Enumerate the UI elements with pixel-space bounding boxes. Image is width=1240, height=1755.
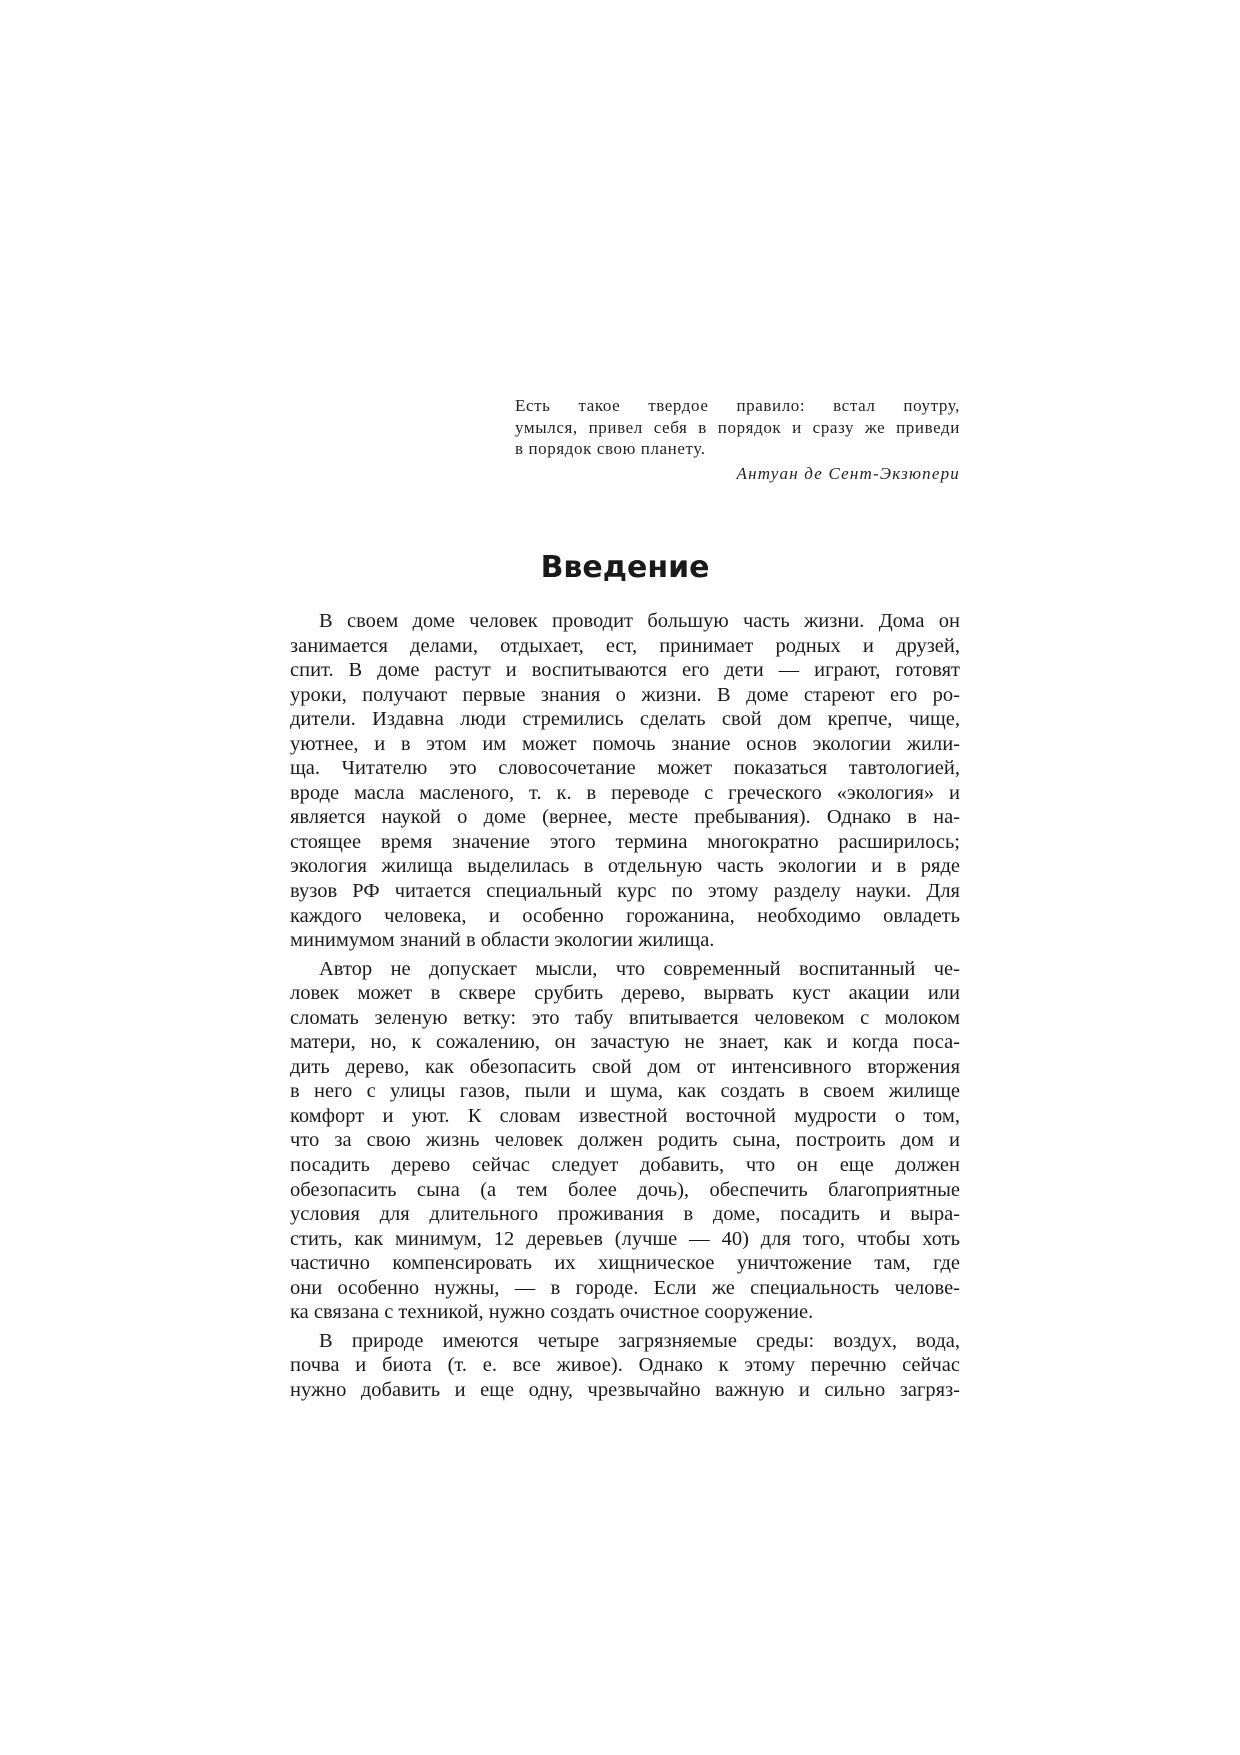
chapter-title: Введение: [540, 550, 710, 585]
paragraph: [290, 1329, 960, 1403]
paragraph-line: условия для длительного проживания в доме, посадить и выра-: [290, 1203, 960, 1226]
paragraph-line: спит. В доме растут и воспитываются его дети — играют, готовят: [290, 659, 960, 682]
epigraph-line: в порядок свою планету.: [515, 439, 706, 458]
paragraph-line: обезопасить сына (а тем более дочь), обеспечить благоприятные: [290, 1178, 960, 1201]
paragraph-line: нужно добавить и еще одну, чрезвычайно важную и сильно загряз-: [290, 1378, 960, 1401]
paragraph: [290, 957, 960, 1325]
paragraph-line: сломать зеленую ветку: это табу впитывается человеком с молоком: [290, 1006, 960, 1029]
paragraph-line: посадить дерево сейчас следует добавить, что он еще должен: [290, 1154, 960, 1177]
paragraph-line: стить, как минимум, 12 деревьев (лучше — 40) для того, чтобы хоть: [290, 1227, 960, 1250]
paragraph-line: в него с улицы газов, пыли и шума, как создать в своем жилище: [290, 1080, 960, 1103]
paragraph-line: частично компенсировать их хищническое уничтожение там, где: [290, 1252, 960, 1275]
paragraph: [290, 609, 960, 953]
paragraph-line: комфорт и уют. К словам известной восточной мудрости о том,: [290, 1104, 960, 1127]
paragraph-line: ка связана с техникой, нужно создать очистное сооружение.: [290, 1301, 814, 1324]
paragraph-line: стоящее время значение этого термина многократно расширилось;: [290, 830, 960, 853]
paragraph-line: они особенно нужны, — в городе. Если же специальность челове-: [290, 1276, 960, 1299]
paragraph-line: дители. Издавна люди стремились сделать свой дом крепче, чище,: [290, 708, 960, 731]
paragraph-line: вузов РФ читается специальный курс по этому разделу науки. Для: [290, 880, 960, 903]
chapter-body: [290, 609, 960, 1403]
epigraph: [515, 395, 960, 484]
paragraph-line: вроде масла масленого, т. к. в переводе с греческого «экология» и: [290, 781, 960, 804]
paragraph-line: дить дерево, как обезопасить свой дом от интенсивного вторжения: [290, 1055, 960, 1078]
paragraph-line: каждого человека, и особенно горожанина, необходимо овладеть: [290, 904, 960, 927]
paragraph-line: В своем доме человек проводит большую часть жизни. Дома он: [319, 610, 960, 632]
paragraph-line: ща. Читателю это словосочетание может показаться тавтологией,: [290, 757, 960, 780]
paragraph-line: матери, но, к сожалению, он зачастую не знает, как и когда поса-: [290, 1031, 960, 1054]
paragraph-line: уроки, получают первые знания о жизни. В доме стареют его ро-: [290, 683, 960, 706]
paragraph-line: является наукой о доме (вернее, месте пребывания). Однако в на-: [290, 806, 960, 829]
paragraph-line: экология жилища выделилась в отдельную часть экологии и в ряде: [290, 855, 960, 878]
paragraph-line: уютнее, и в этом им может помочь знание основ экологии жили-: [290, 732, 960, 755]
paragraph-line: Автор не допускает мысли, что современный воспитанный че-: [319, 957, 960, 980]
epigraph-line: умылся, привел себя в порядок и сразу же приведи: [515, 417, 960, 437]
paragraph-line: минимумом знаний в области экологии жилища.: [290, 929, 715, 952]
epigraph-author: Антуан де Сент-Экзюпери: [736, 463, 960, 483]
paragraph-line: почва и биота (т. е. все живое). Однако к этому перечню сейчас: [290, 1354, 960, 1377]
paragraph-line: ловек может в сквере срубить дерево, вырвать куст акации или: [290, 982, 960, 1005]
paragraph-line: В природе имеются четыре загрязняемые среды: воздух, вода,: [319, 1329, 960, 1352]
paragraph-line: что за свою жизнь человек должен родить сына, построить дом и: [290, 1129, 960, 1152]
paragraph-line: занимается делами, отдыхает, ест, принимает родных и друзей,: [290, 634, 960, 657]
epigraph-line: Есть такое твердое правило: встал поутру,: [515, 396, 960, 415]
